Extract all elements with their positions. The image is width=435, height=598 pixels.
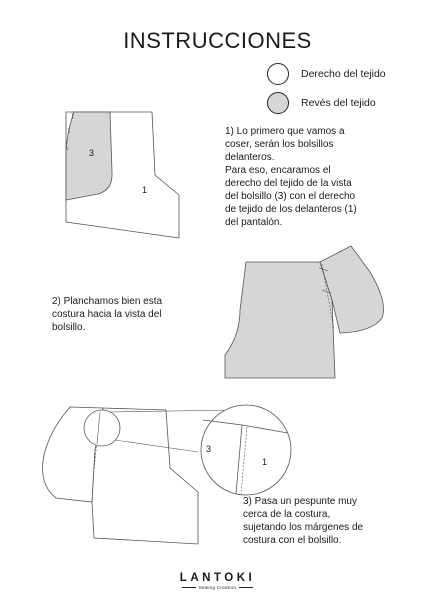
page-title: INSTRUCCIONES [123, 28, 312, 53]
zoom-detail-circle [201, 405, 291, 495]
label-pocket-facing: 3 [89, 148, 95, 158]
zoom-label-front-piece: 1 [262, 457, 268, 467]
detail-marker-circle [84, 410, 120, 446]
step-2-text: 2) Planchamos bien esta costura hacia la vista del bolsillo. [52, 296, 163, 333]
brand-tagline: Sewing Creation [198, 585, 237, 590]
legend-wrong-side-label: Revés del tejido [301, 97, 376, 109]
brand-logo [0, 572, 435, 590]
label-front-piece: 1 [142, 185, 148, 195]
step-1-text: 1) Lo primero que vamos a coser, serán los bolsillos delanteros. Para eso, encaramos el derecho del tejido de la vista del bolsillo (3) con el derecho de tejido de los delanteros (1) del pantalón. [225, 126, 357, 228]
legend-right-side-label: Derecho del tejido [301, 68, 386, 80]
zoom-label-pocket-facing: 3 [206, 444, 212, 454]
brand-name: LANTOKI [179, 572, 256, 584]
step-3-text: 3) Pasa un pespunte muy cerca de la costura, sujetando los márgenes de costura con el bolsillo. [243, 496, 364, 546]
